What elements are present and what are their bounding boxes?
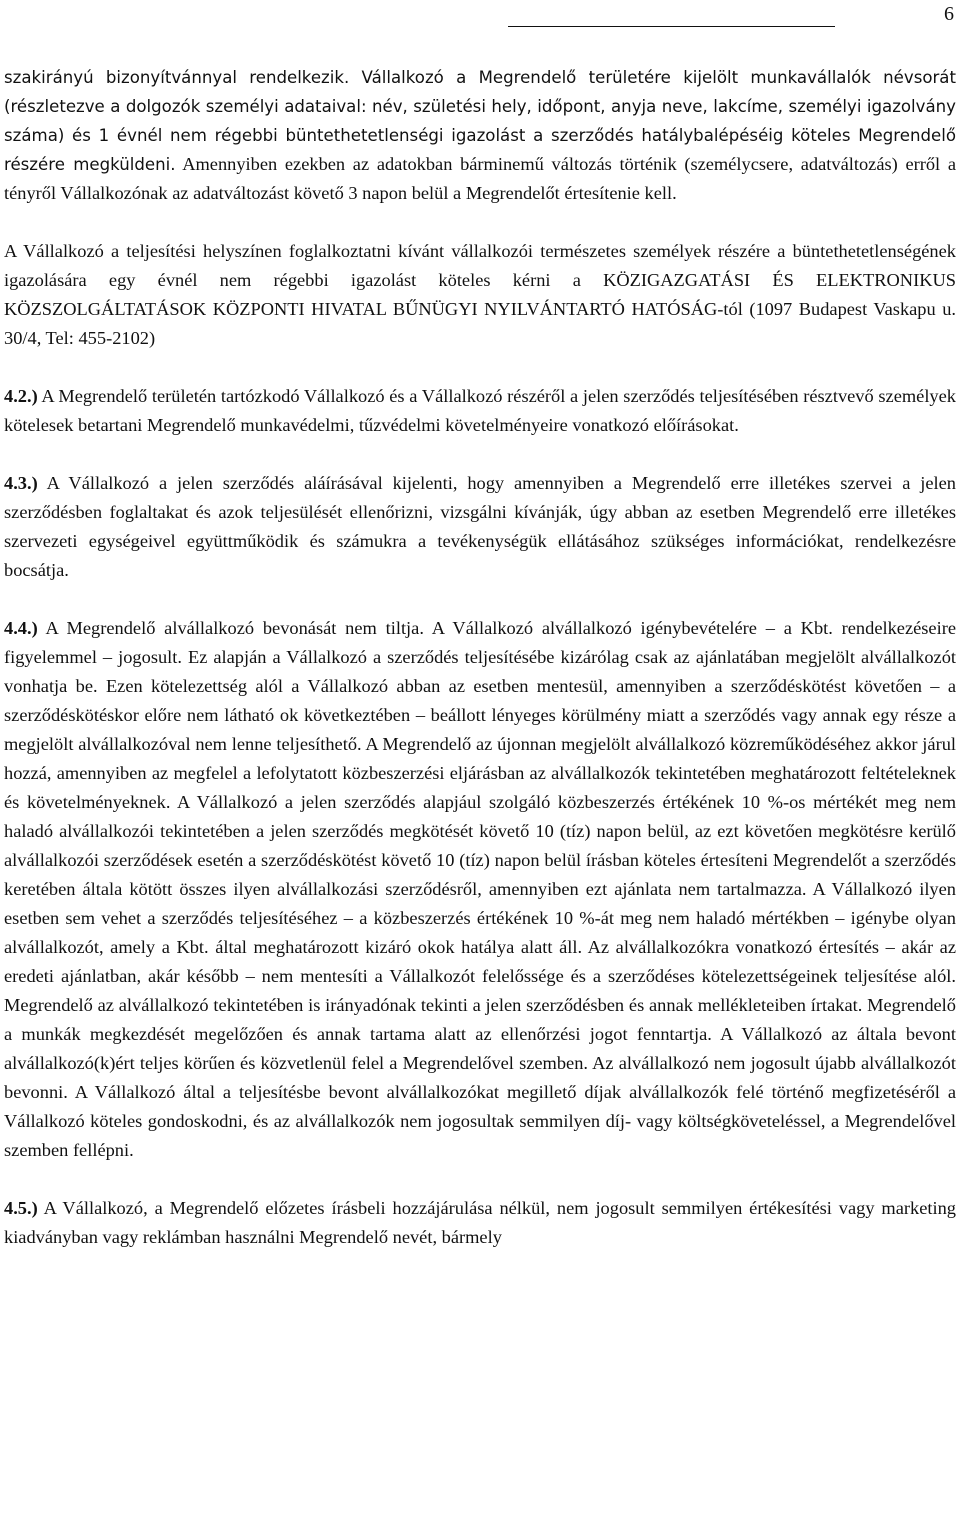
paragraph-4-5-text: A Vállalkozó, a Megrendelő előzetes írásbeli hozzájárulása nélkül, nem jogosult semmilyen értékesítési vagy marketing kiadványban vagy reklámban használni Megrendelő nevét, bármely [4, 1198, 956, 1247]
paragraph-personnel-list-sans-text: szakirányú bizonyítvánnyal rendelkezik. Vállalkozó a Megrendelő területére kijelölt munkavállalók névsorát (részletezve a dolgozók személyi adataival: név, születési hely, időpont, anyja neve, lakcíme, személyi igazolvány száma) és 1 évnél nem régebbi büntethetetlenségi igazolást a szerződés hatálybalépéséig köteles Megrendelő részére megküldeni. [4, 68, 956, 174]
paragraph-4-4-text: A Megrendelő alvállalkozó bevonását nem tiltja. A Vállalkozó alvállalkozó igénybevételére – a Kbt. rendelkezéseire figyelemmel – jogosult. Ez alapján a Vállalkozó a szerződés teljesítésébe kizárólag csak az ajánlatában megjelölt alvállalkozót vonhatja be. Ezen kötelezettség alól a Vállalkozó abban az esetben mentesül, amennyiben a szerződéskötést követően – a szerződéskötéskor előre nem látható ok következtében – beállott lényeges körülmény miatt a szerződés vagy annak egy része a megjelölt alvállalkozóval nem lenne teljesíthető. A Megrendelő az újonnan megjelölt alvállalkozó közreműködéséhez akkor járul hozzá, amennyiben az megfelel a lefolytatott közbeszerzési eljárásban az alvállalkozók tekintetében meghatározott feltételeknek és követelményeknek. A Vállalkozó a jelen szerződés alapjául szolgáló közbeszerzés értékének 10 %-os mértékét meg nem haladó alvállalkozói tekintetében a jelen szerződés megkötését követő 10 (tíz) napon belül, az ezt követően megkötésre kerülő alvállalkozói szerződések esetén a szerződéskötést követő 10 (tíz) napon belül írásban köteles értesíteni Megrendelőt a szerződés keretében általa kötött összes ilyen alvállalkozási szerződésről, amennyiben ezt ajánlata nem tartalmazza. A Vállalkozó ilyen esetben sem vehet a szerződés teljesítéséhez – a közbeszerzés értékének 10 %-át meg nem haladó mértékben – igénybe olyan alvállalkozót, amely a Kbt. által meghatározott kizáró okok hatálya alatt áll. Az alvállalkozókra vonatkozó értesítés – akár az eredeti ajánlatban, akár később – nem mentesíti a Vállalkozót felelőssége és a szerződéses kötelezettségeinek teljesítése alól. Megrendelő az alvállalkozó tekintetében is irányadónak tekinti a jelen szerződésben és annak mellékleteiben írtakat. Megrendelő a munkák megkezdését megelőzően és annak tartama alatt az ellenőrzési jogot fenntartja. A Vállalkozó az általa bevont alvállalkozó(k)ért teljes körűen és közvetlenül felel a Megrendelővel szemben. Az alvállalkozó nem jogosult újabb alvállalkozót bevonni. A Vállalkozó által a teljesítésbe bevont alvállalkozókat megillető díjak alvállalkozók felé történő megfizetéséről a Vállalkozó köteles gondoskodni, és az alvállalkozók nem jogosultak semmilyen díj- vagy költségköveteléssel, a Megrendelővel szemben fellépni. [4, 618, 956, 1160]
paragraph-4-5 [4, 1194, 956, 1252]
section-number-4-3: 4.3.) [4, 473, 38, 493]
header-rule [508, 26, 835, 27]
paragraph-4-3-text: A Vállalkozó a jelen szerződés aláírásával kijelenti, hogy amennyiben a Megrendelő erre illetékes szervei a jelen szerződésben foglaltakat és azok teljesülését ellenőrizni, vizsgálni kívánják, úgy abban az esetben Megrendelő erre illetékes szervezeti egységeivel együttműködik és számukra a tevékenységük ellátásához szükséges információkat, rendelkezésre bocsátja. [4, 473, 956, 580]
section-number-4-5: 4.5.) [4, 1198, 38, 1218]
paragraph-personnel-list-serif-text: Amennyiben ezekben az adatokban bárminemű változás történik (személycsere, adatváltozás) erről a tényről Vállalkozónak az adatváltozást követő 3 napon belül a Megrendelőt értesítenie kell. [4, 154, 956, 203]
document-body [4, 63, 956, 1252]
paragraph-4-4 [4, 614, 956, 1165]
page-number: 6 [944, 3, 954, 25]
section-number-4-2: 4.2.) [4, 386, 38, 406]
paragraph-4-2 [4, 382, 956, 440]
paragraph-4-2-text: A Megrendelő területén tartózkodó Vállalkozó és a Vállalkozó részéről a jelen szerződés teljesítésében résztvevő személyek kötelesek betartani Megrendelő munkavédelmi, tűzvédelmi követelményeire vonatkozó előírásokat. [4, 386, 956, 435]
paragraph-personnel-list [4, 63, 956, 208]
section-number-4-4: 4.4.) [4, 618, 38, 638]
paragraph-4-3 [4, 469, 956, 585]
paragraph-criminal-record: A Vállalkozó a teljesítési helyszínen foglalkoztatni kívánt vállalkozói természetes személyek részére a büntethetetlenségének igazolására egy évnél nem régebbi igazolást köteles kérni a KÖZIGAZGATÁSI ÉS ELEKTRONIKUS KÖZSZOLGÁLTATÁSOK KÖZPONTI HIVATAL BŰNÜGYI NYILVÁNTARTÓ HATÓSÁG-tól (1097 Budapest Vaskapu u. 30/4, Tel: 455-2102) [4, 241, 956, 348]
